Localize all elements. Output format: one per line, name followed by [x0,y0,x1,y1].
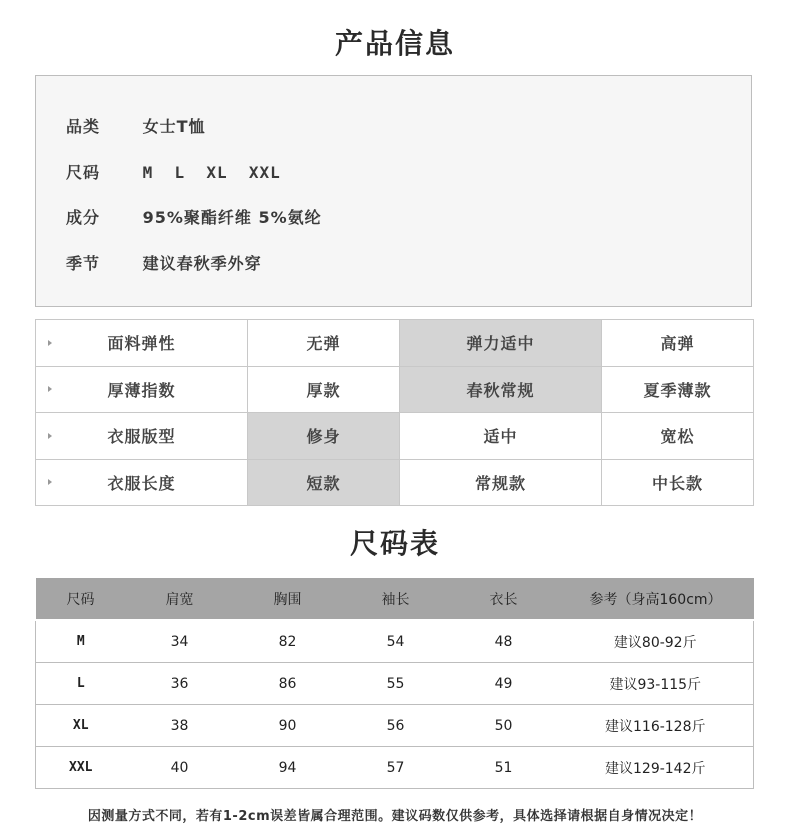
measurement-note: 因测量方式不同，若有1-2cm误差皆属合理范围。建议码数仅供参考，具体选择请根据自身情况决定！ [87,809,703,824]
product-info-box [35,75,752,307]
size-header-cell: 尺码 [36,578,126,619]
size-cell: 57 [342,747,450,789]
attribute-option: 无弹 [248,320,400,367]
attribute-row [36,413,754,460]
attribute-table [35,319,754,506]
size-row [36,747,754,789]
size-header-cell: 衣长 [450,578,558,619]
size-row [36,705,754,747]
size-cell: 56 [342,705,450,747]
attribute-option: 宽松 [602,413,754,460]
info-key: 成分 [66,208,101,227]
size-cell: 86 [234,663,342,705]
size-cell: 建议116-128斤 [558,705,754,747]
size-header-cell: 参考（身高160cm） [558,578,754,619]
attribute-option: 高弹 [602,320,754,367]
size-cell: XXL [36,747,126,789]
info-row-category [66,114,206,137]
size-cell: 55 [342,663,450,705]
size-row [36,621,754,663]
size-cell: 50 [450,705,558,747]
info-key: 品类 [66,117,101,136]
attribute-option: 常规款 [400,459,602,506]
attribute-option: 适中 [400,413,602,460]
size-chart-header [36,578,754,619]
size-cell: L [36,663,126,705]
triangle-bullet-icon [48,340,52,346]
info-key: 季节 [66,254,101,273]
size-cell: 34 [126,621,234,663]
attribute-label-text: 面料弹性 [107,334,176,354]
size-cell: 40 [126,747,234,789]
info-row-size [66,160,281,183]
attribute-option: 弹力适中 [400,320,602,367]
size-cell: 49 [450,663,558,705]
size-cell: 82 [234,621,342,663]
info-row-material [66,205,322,228]
info-value: M L XL XXL [142,163,281,182]
size-chart-title: 尺码表 [349,527,440,560]
attribute-label-text: 衣服版型 [107,427,176,447]
size-header-cell: 袖长 [342,578,450,619]
info-key: 尺码 [66,163,101,182]
attribute-option: 厚款 [248,366,400,413]
size-cell: XL [36,705,126,747]
size-cell: 建议129-142斤 [558,747,754,789]
size-cell: 51 [450,747,558,789]
product-info-title: 产品信息 [334,27,455,60]
attribute-label [36,459,248,506]
size-cell: 90 [234,705,342,747]
attribute-option: 短款 [248,459,400,506]
attribute-label-text: 衣服长度 [107,473,176,493]
attribute-option: 春秋常规 [400,366,602,413]
size-cell: 建议80-92斤 [558,621,754,663]
size-cell: M [36,621,126,663]
attribute-label [36,413,248,460]
size-row [36,663,754,705]
attribute-row [36,320,754,367]
triangle-bullet-icon [48,433,52,439]
triangle-bullet-icon [48,479,52,485]
size-cell: 54 [342,621,450,663]
triangle-bullet-icon [48,386,52,392]
attribute-row [36,459,754,506]
attribute-label [36,366,248,413]
info-value: 女士T恤 [142,117,206,136]
size-chart-table [35,578,754,789]
size-cell: 建议93-115斤 [558,663,754,705]
attribute-label [36,320,248,367]
size-header-cell: 肩宽 [126,578,234,619]
attribute-option: 夏季薄款 [602,366,754,413]
info-value: 95%聚酯纤维 5%氨纶 [142,208,322,227]
attribute-option: 修身 [248,413,400,460]
info-row-season [66,251,262,274]
size-cell: 48 [450,621,558,663]
attribute-row [36,366,754,413]
attribute-option: 中长款 [602,459,754,506]
size-header-cell: 胸围 [234,578,342,619]
attribute-label-text: 厚薄指数 [107,380,176,400]
size-cell: 36 [126,663,234,705]
size-cell: 38 [126,705,234,747]
size-cell: 94 [234,747,342,789]
info-value: 建议春秋季外穿 [142,254,262,273]
